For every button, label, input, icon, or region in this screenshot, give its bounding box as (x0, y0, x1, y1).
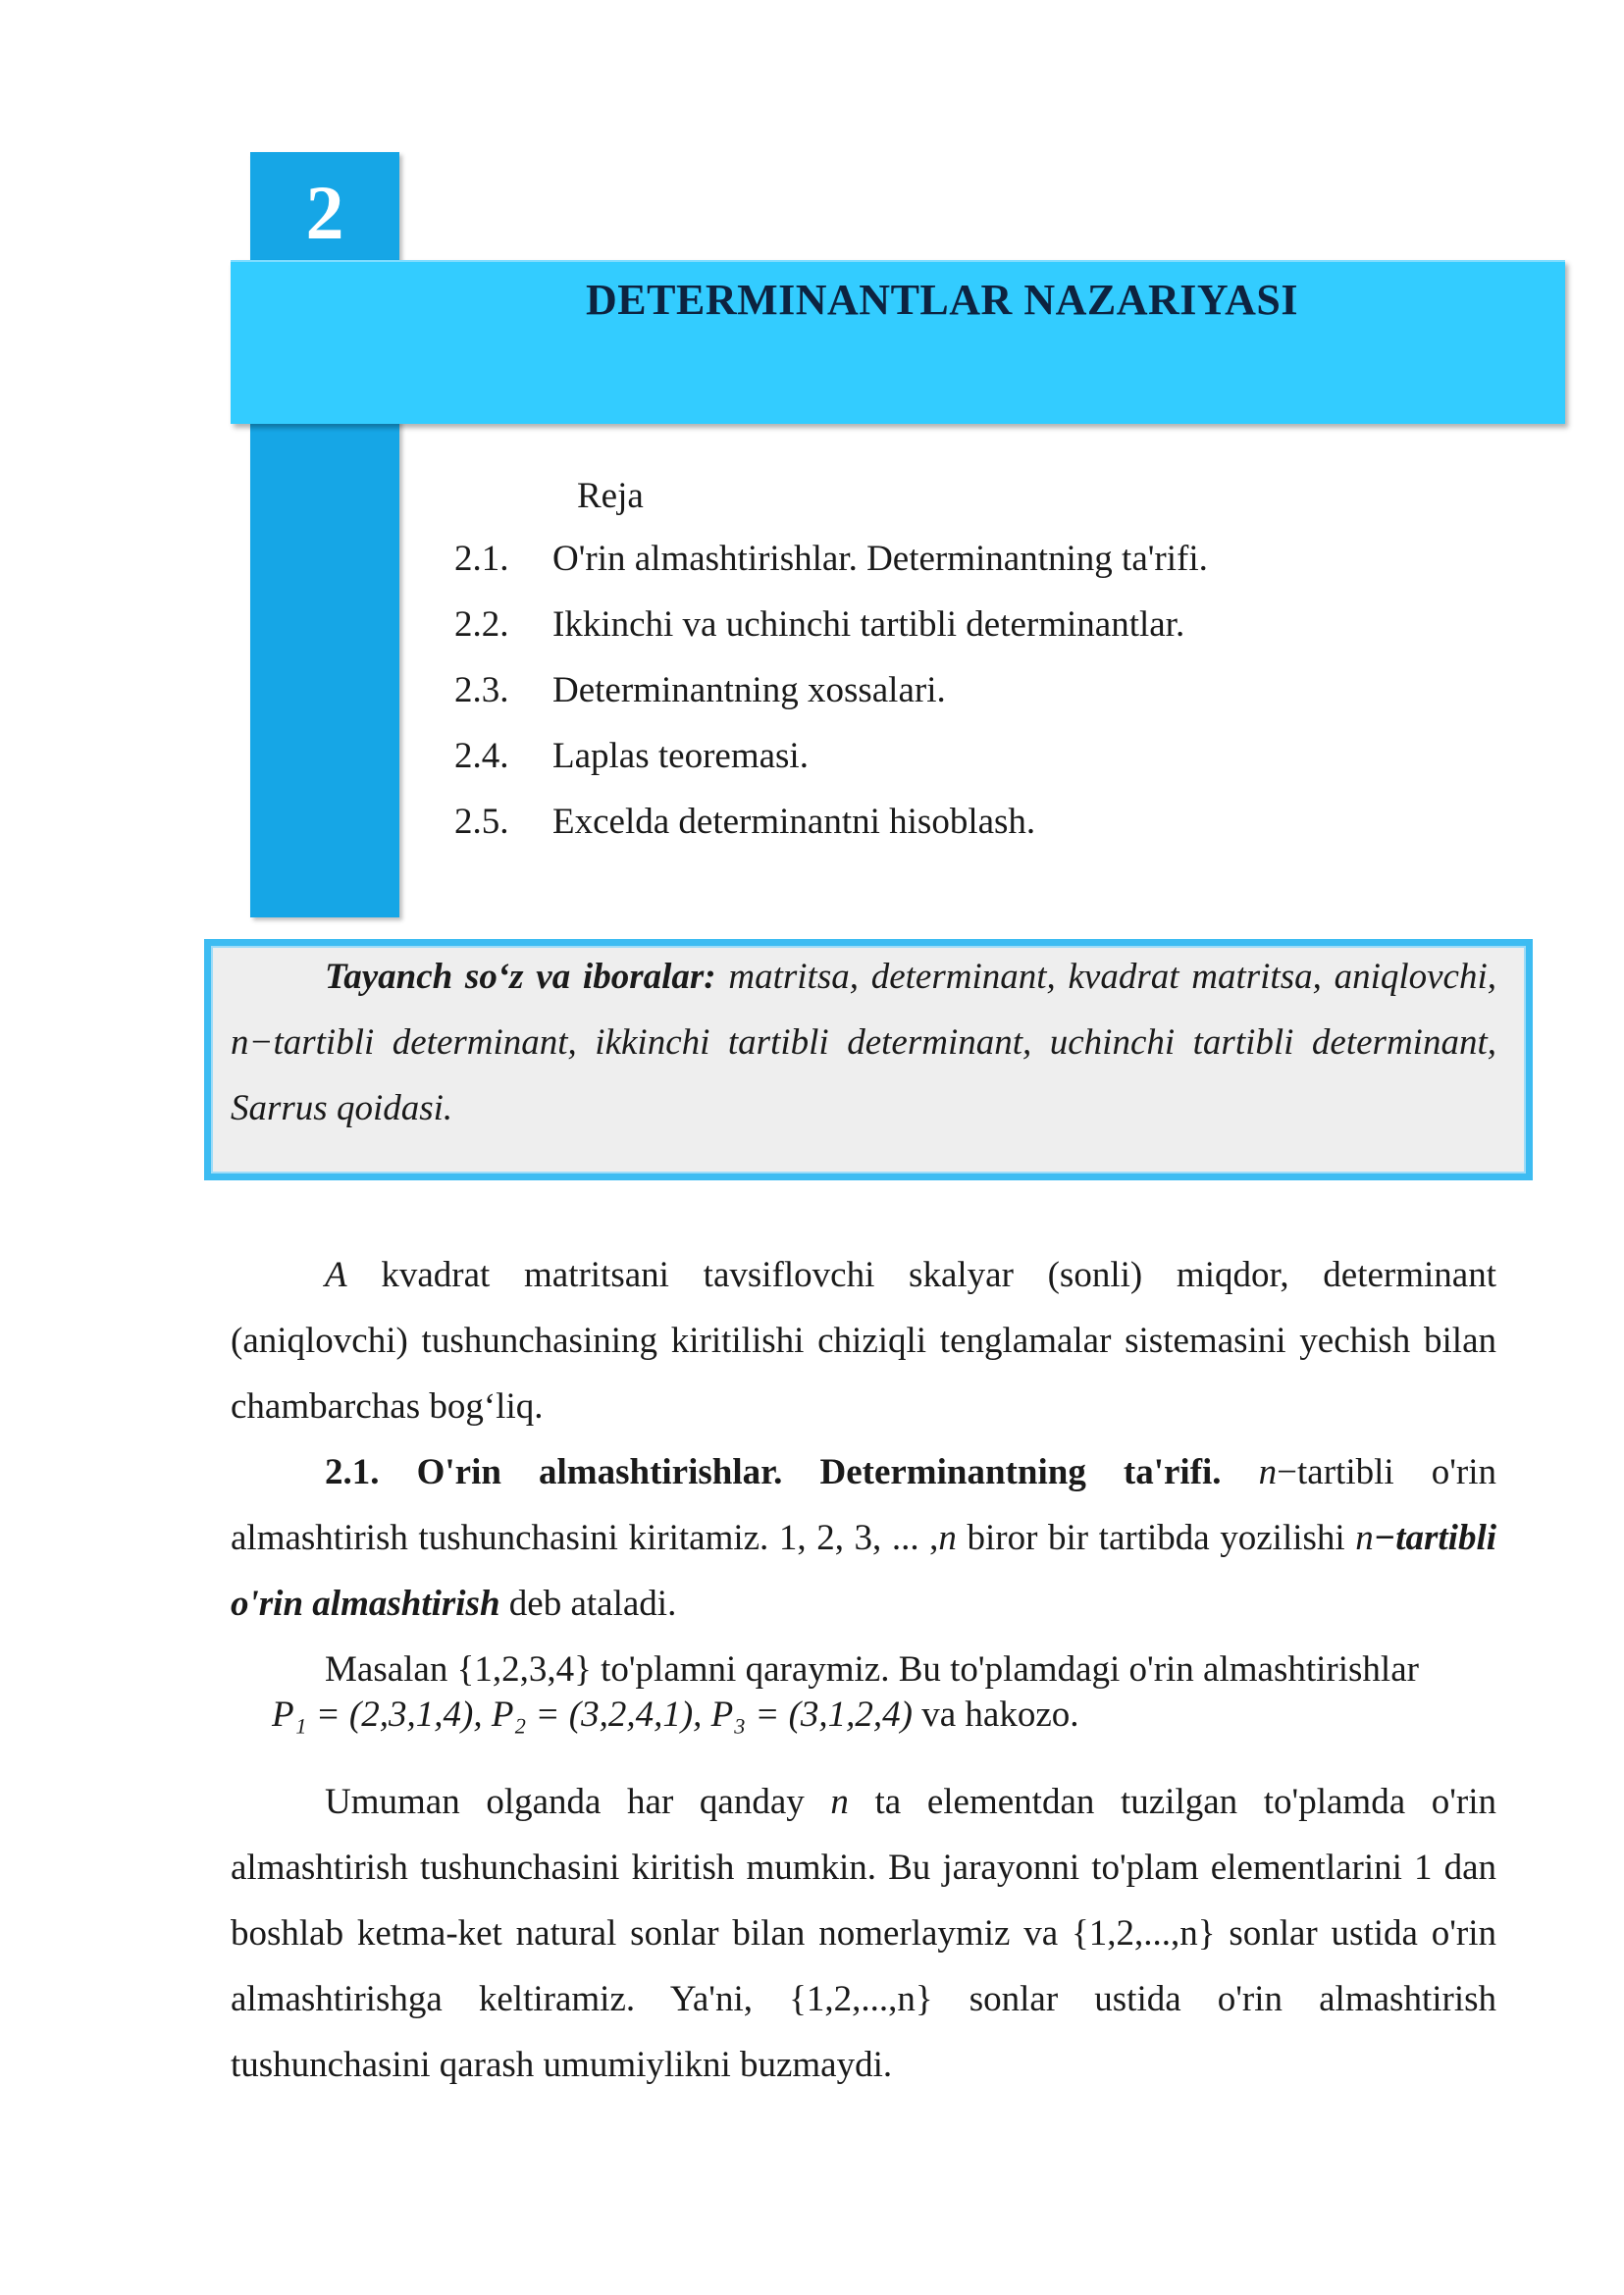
plan-item (454, 603, 1208, 669)
example-intro: Masalan {1,2,3,4} to'plamni qaraymiz. Bu to'plamdagi o'rin almashtirishlar (325, 1649, 1419, 1690)
plan-item-number: 2.2. (454, 604, 509, 645)
plan-item-text: Determinantning xossalari. (552, 670, 946, 710)
general-text-a: Umuman olganda har qanday (325, 1782, 805, 1822)
chapter-number: 2 (305, 170, 344, 255)
example-formula-line (272, 1694, 1079, 1736)
example-formula: P₁ = (2,3,1,4), P₂ = (3,2,4,1), P₃ = (3,1,2,4) (272, 1695, 913, 1735)
example-tail: va hakozo. (921, 1695, 1079, 1735)
keywords-list: matritsa, determinant, kvadrat matritsa, aniqlovchi, n−tartibli determinant, ikkinchi tartibli determinant, uchinchi tartibli determinant, Sarrus qoidasi. (231, 957, 1496, 1128)
plan-item-text: Excelda determinantni hisoblash. (552, 802, 1036, 842)
plan-title: Reja (577, 476, 644, 516)
section-text-b: biror bir tartibda yozilishi (967, 1518, 1345, 1558)
intro-text: kvadrat matritsani tavsiflovchi skalyar (sonli) miqdor, determinant (aniqlovchi) tushunchasining kiritilishi chiziqli tenglamalar sistemasini yechish bilan chambarchas bog‘liq. (231, 1255, 1496, 1427)
set-notation: {1,2,...,n} (789, 1979, 933, 2019)
plan-list (454, 538, 1208, 866)
section-text-a: −tartibli o'rin almashtirish tushunchasini kiritamiz. 1, 2, 3, ... , (231, 1452, 1497, 1558)
plan-item-text: Ikkinchi va uchinchi tartibli determinantlar. (552, 604, 1185, 645)
definition-term: −tartibli o'rin almashtirish (231, 1518, 1496, 1624)
plan-item-number: 2.4. (454, 736, 509, 776)
plan-item-number: 2.1. (454, 539, 509, 579)
n-variable: n (1258, 1452, 1278, 1492)
general-text-c: sonlar ustida o'rin almashtirishga keltiramiz. Ya'ni, (231, 1913, 1497, 2019)
n-variable: n (938, 1518, 957, 1558)
keywords-label: Tayanch so‘z va iboralar: (325, 957, 716, 997)
plan-item-text: Laplas teoremasi. (552, 736, 809, 776)
plan-item (454, 669, 1208, 735)
general-text-b: ta elementdan tuzilgan to'plamda o'rin almashtirish tushunchasini kiritish mumkin. Bu jarayonni to'plam elementlarini 1 dan boshlab ketma-ket natural sonlar bilan nomerlaymiz va (231, 1782, 1497, 1954)
plan-item (454, 801, 1208, 866)
n-variable: n (1355, 1518, 1374, 1558)
plan-item-text: O'rin almashtirishlar. Determinantning ta'rifi. (552, 539, 1208, 579)
general-paragraph (231, 1769, 1496, 2098)
example-paragraph (231, 1637, 1496, 1702)
n-variable: n (830, 1782, 849, 1822)
definition-tail: deb ataladi. (508, 1584, 677, 1624)
general-text-d: sonlar ustida o'rin almashtirish tushunchasini qarash umumiylikni buzmaydi. (231, 1979, 1496, 2085)
keywords-text (231, 944, 1496, 1141)
set-notation: {1,2,...,n} (1071, 1913, 1216, 1954)
matrix-variable: A (325, 1255, 347, 1295)
intro-paragraph (231, 1242, 1496, 1439)
section-heading: 2.1. O'rin almashtirishlar. Determinantning ta'rifi. (325, 1452, 1222, 1492)
plan-item-number: 2.5. (454, 802, 509, 842)
plan-item (454, 735, 1208, 801)
section-paragraph (231, 1439, 1496, 1637)
plan-item (454, 538, 1208, 603)
chapter-title: DETERMINANTLAR NAZARIYASI (586, 276, 1298, 324)
plan-item-number: 2.3. (454, 670, 509, 710)
